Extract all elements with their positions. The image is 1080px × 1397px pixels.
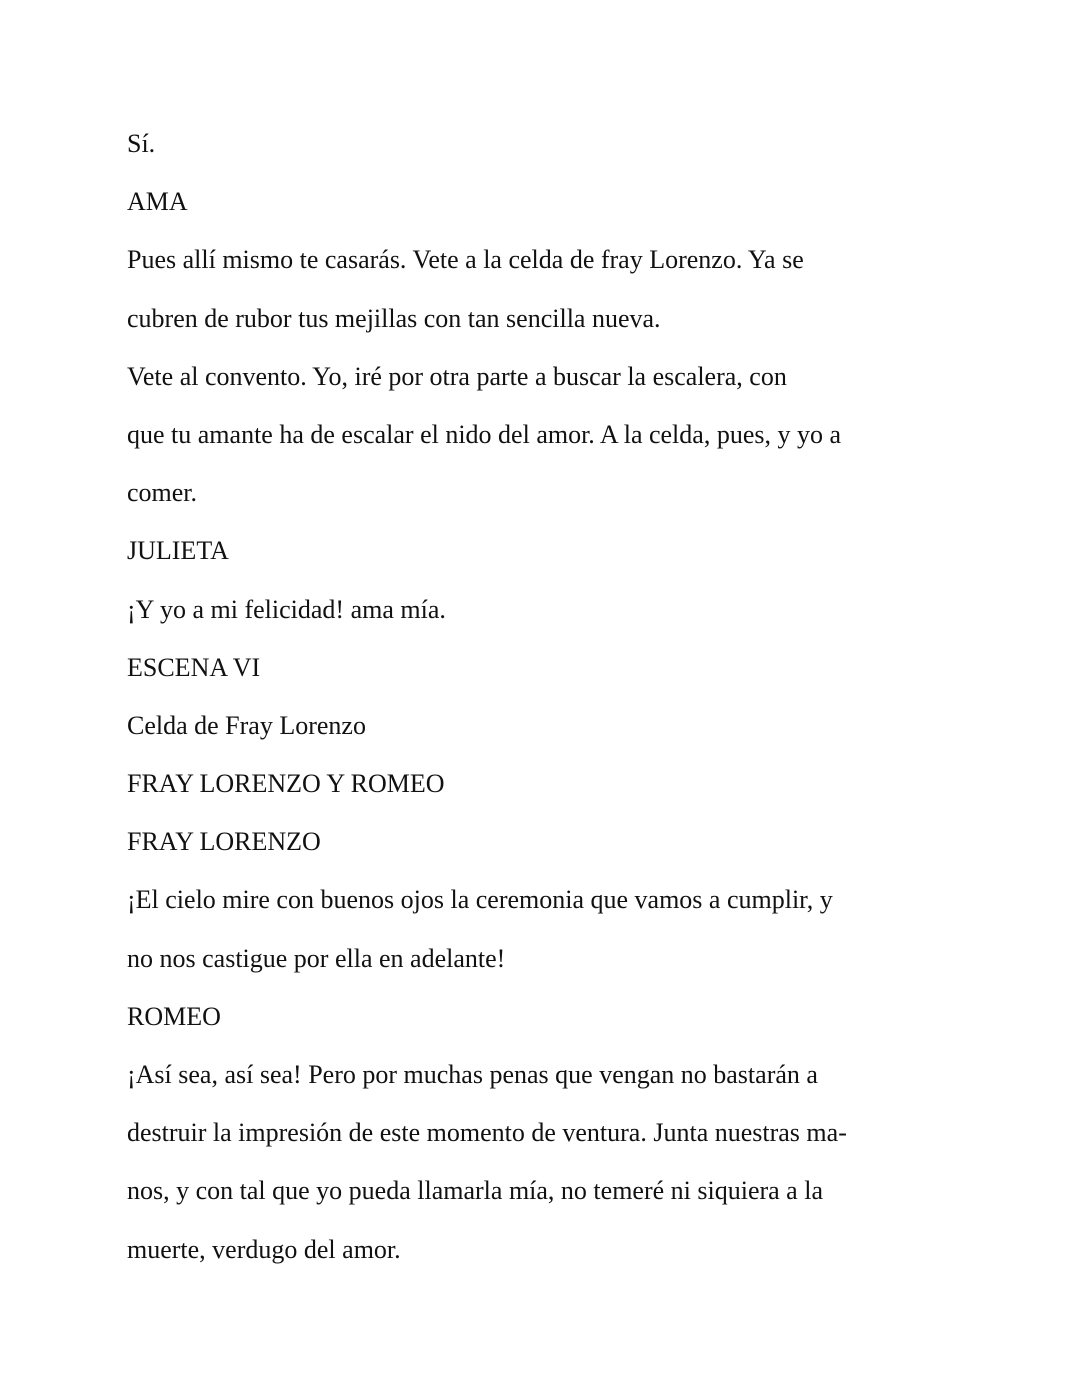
speaker-name: AMA	[127, 187, 188, 217]
dialogue-line: Sí.	[127, 129, 156, 158]
document-page	[127, 124, 957, 1288]
dialogue-line: comer.	[127, 478, 198, 508]
dialogue-line: no nos castigue por ella en adelante!	[127, 943, 506, 973]
dialogue-line: ¡Así sea, así sea! Pero por muchas penas que vengan no bastarán a	[127, 1060, 818, 1089]
dialogue-line: Pues allí mismo te casarás. Vete a la celda de fray Lorenzo. Ya se	[127, 245, 804, 275]
dialogue-line: muerte, verdugo del amor.	[127, 1234, 401, 1264]
stage-direction: Celda de Fray Lorenzo	[127, 710, 366, 740]
speaker-name: ROMEO	[127, 1001, 221, 1031]
dialogue-line: destruir la impresión de este momento de ventura. Junta nuestras ma-	[127, 1118, 847, 1148]
dialogue-line: cubren de rubor tus mejillas con tan sencilla nueva.	[127, 303, 661, 333]
dialogue-line: ¡El cielo mire con buenos ojos la ceremonia que vamos a cumplir, y	[127, 885, 833, 915]
dialogue-line: nos, y con tal que yo pueda llamarla mía, no temeré ni siquiera a la	[127, 1176, 823, 1206]
speaker-name: FRAY LORENZO	[127, 827, 321, 857]
dialogue-line: ¡Y yo a mi felicidad! ama mía.	[127, 594, 446, 624]
dialogue-line: que tu amante ha de escalar el nido del amor. A la celda, pues, y yo a	[127, 419, 842, 449]
dialogue-line: Vete al convento. Yo, iré por otra parte a buscar la escalera, con	[127, 361, 787, 391]
speaker-name: JULIETA	[127, 536, 229, 566]
stage-direction: FRAY LORENZO Y ROMEO	[127, 769, 445, 799]
scene-heading: ESCENA VI	[127, 652, 261, 682]
